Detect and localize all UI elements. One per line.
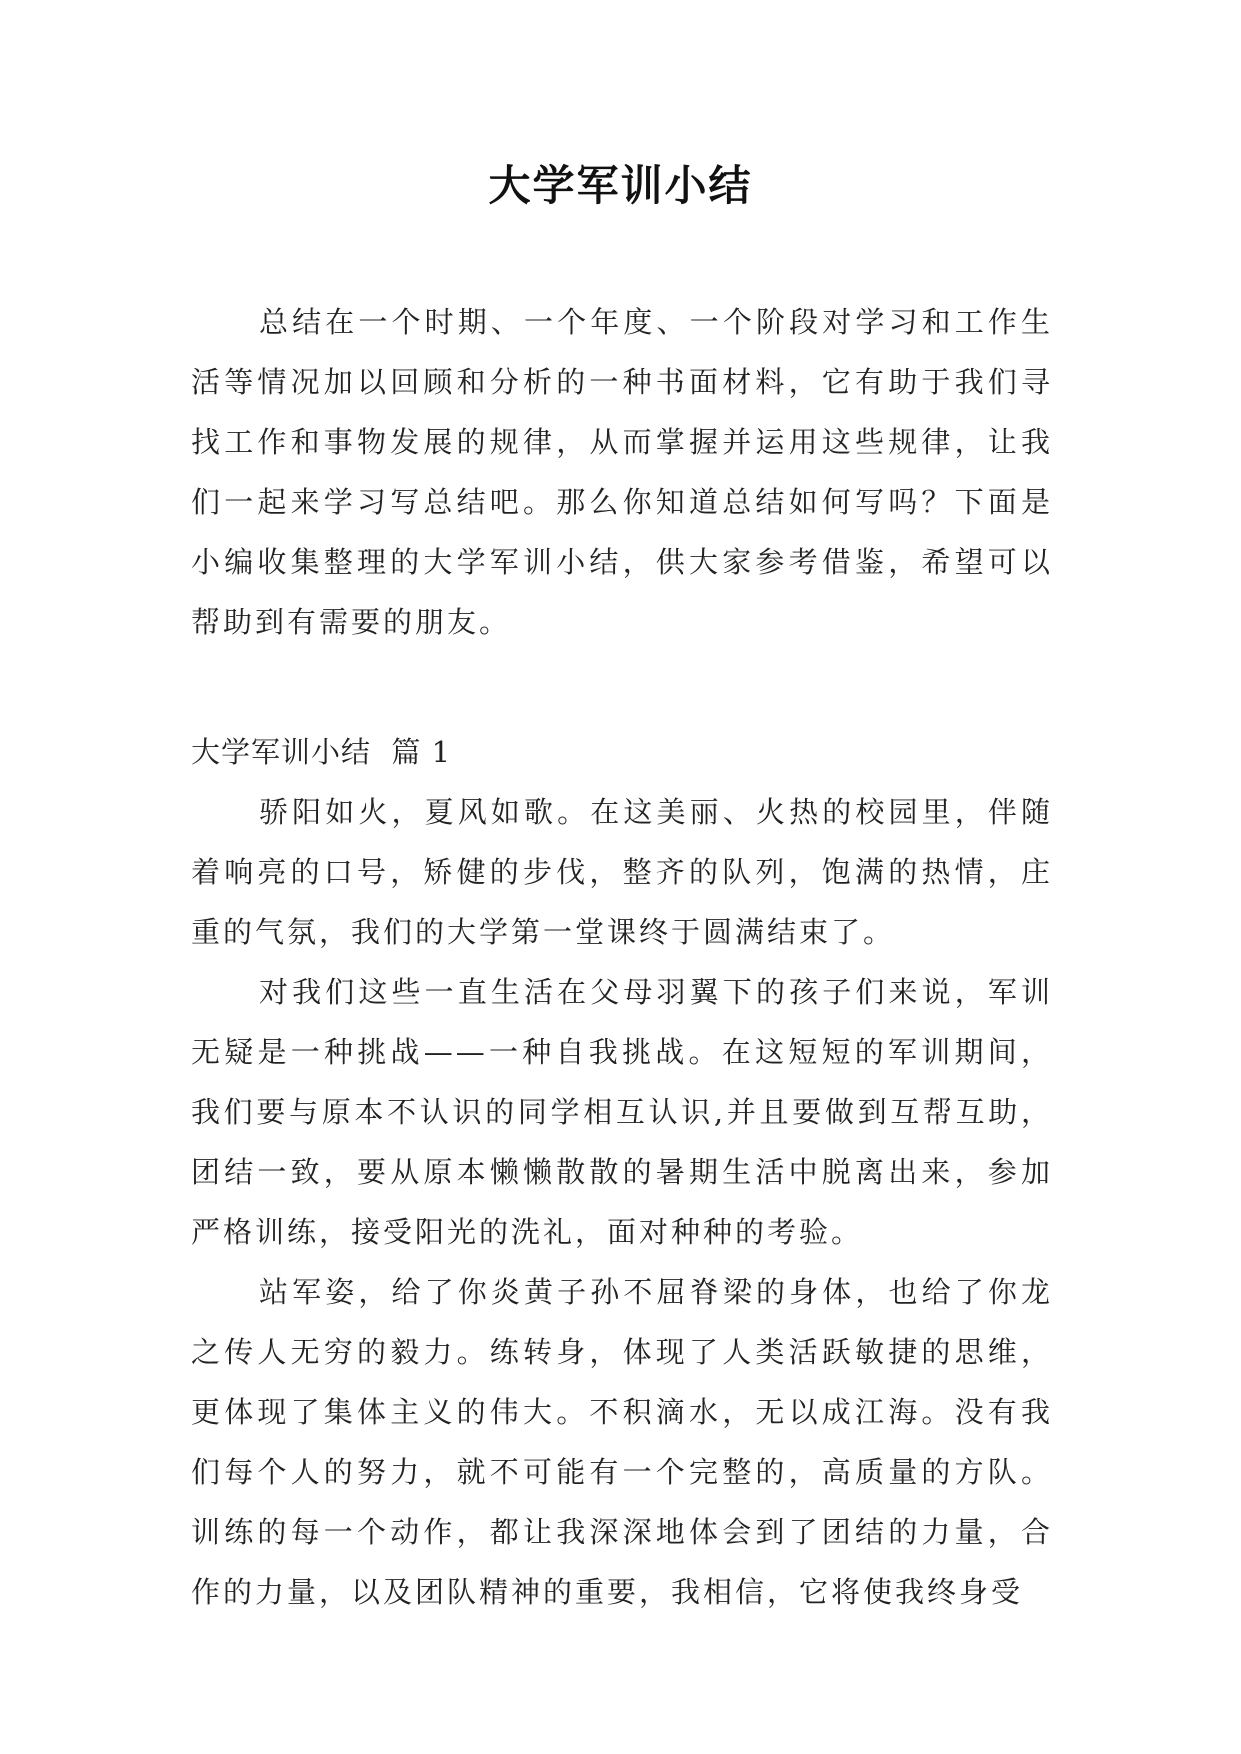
intro-paragraph: 总结在一个时期、一个年度、一个阶段对学习和工作生活等情况加以回顾和分析的一种书面材料，它有助于我们寻找工作和事物发展的规律，从而掌握并运用这些规律，让我们一起来学习写总结吧。那么你知道总结如何写吗？下面是小编收集整理的大学军训小结，供大家参考借鉴，希望可以帮助到有需要的朋友。: [191, 305, 1053, 639]
body-paragraph-2: 对我们这些一直生活在父母羽翼下的孩子们来说，军训无疑是一种挑战——一种自我挑战。在这短短的军训期间，我们要与原本不认识的同学相互认识,并且要做到互帮互助，团结一致，要从原本懒懒散散的暑期生活中脱离出来，参加严格训练，接受阳光的洗礼，面对种种的考验。: [191, 975, 1053, 1249]
document-title: 大学军训小结: [488, 161, 753, 210]
body-paragraph-1: 骄阳如火，夏风如歌。在这美丽、火热的校园里，伴随着响亮的口号，矫健的步伐，整齐的队列，饱满的热情，庄重的气氛，我们的大学第一堂课终于圆满结束了。: [191, 795, 1053, 949]
section-heading: 大学军训小结 篇 1: [191, 735, 452, 769]
document-body: [191, 292, 1053, 1622]
body-paragraph-3: 站军姿，给了你炎黄子孙不屈脊梁的身体，也给了你龙之传人无穷的毅力。练转身，体现了人类活跃敏捷的思维，更体现了集体主义的伟大。不积滴水，无以成江海。没有我们每个人的努力，就不可能有一个完整的，高质量的方队。训练的每一个动作，都让我深深地体会到了团结的力量，合作的力量，以及团队精神的重要，我相信，它将使我终身受: [191, 1275, 1053, 1609]
